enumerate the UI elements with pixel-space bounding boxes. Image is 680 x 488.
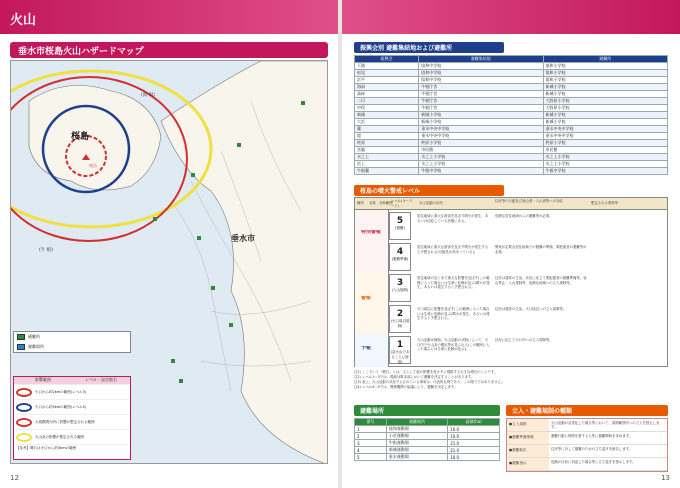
rule-value: 住民等に対して避難のための立ち退きを勧告します。 [551, 447, 633, 451]
table-cell: 協和小学校 [543, 63, 667, 70]
level-number: 1 [396, 340, 404, 350]
t2-title-bar [354, 405, 500, 416]
table-cell: 浜上 [355, 161, 419, 168]
table-cell: 垂水中央中学校 [543, 133, 667, 140]
level-keyword: (活火山であることに留意) [390, 350, 410, 364]
hazard-note: 【参考】噴石は火口から約4kmの範囲 [16, 446, 77, 450]
right-band [342, 0, 680, 34]
table-row [355, 126, 668, 133]
section-band [0, 0, 338, 34]
level-title: 桜島の噴火警戒レベル [360, 188, 421, 195]
table-cell: 大野原小学校 [543, 105, 667, 112]
lvl-head: 対象範囲 [379, 201, 393, 205]
table-cell: 高峠 [355, 91, 419, 98]
table-row [355, 119, 668, 126]
rule-key: ●立入規制 [507, 419, 549, 431]
rule-row [507, 432, 667, 445]
ring-icon [16, 388, 32, 397]
table-cell: 市民館 [543, 147, 667, 154]
table-cell: 牛根中学校 [419, 168, 543, 175]
table-cell: 牛根庁舎 [419, 98, 543, 105]
level-box [389, 336, 411, 364]
table-cell: 5 [355, 454, 387, 461]
level-number: 5 [396, 216, 404, 226]
rules-box [506, 418, 668, 472]
map-title: 垂水市桜島火山ハザードマップ [18, 47, 144, 57]
legend-row [14, 332, 130, 342]
table-row [355, 105, 668, 112]
note: 注3) 表上、火山活動の状況で示されている事象は、代表的な例であり、この限りではありません。 [354, 380, 505, 384]
lvl-head: 名称 [369, 201, 376, 205]
rule-key: ●避難準備情報 [507, 432, 549, 444]
shelter-icon [17, 334, 25, 340]
note: 注2) レベル1～3では、現地対策本部において避難を決定することがあります。 [354, 375, 475, 379]
table-cell: 浜平 [355, 77, 419, 84]
band-warning [355, 272, 389, 334]
t1-title: 振興会別 避難集結地および避難所 [360, 45, 453, 52]
rules-title: 立入・避難規制の種類 [512, 408, 573, 415]
table-cell: 水之上小学校 [543, 154, 667, 161]
hazard-row [14, 429, 130, 444]
ring-icon [16, 418, 32, 427]
table-cell: 協和運動場 [386, 426, 447, 433]
table-cell: 協和中学校 [419, 70, 543, 77]
hazard-head: レベル・設定地名 [85, 377, 117, 382]
level-number: 4 [396, 247, 404, 257]
level-box [389, 212, 411, 240]
table-cell: 21.0 [448, 447, 500, 454]
table-cell: 宮脇 [355, 147, 419, 154]
table-row [355, 112, 668, 119]
table-cell: 下園 [355, 63, 419, 70]
table-cell: 1 [355, 426, 387, 433]
table-cell: 10.0 [448, 426, 500, 433]
table-cell: 新城小学校 [543, 91, 667, 98]
table-cell: 新城小学校 [543, 119, 667, 126]
sakurajima-label: 桜島 [71, 132, 90, 142]
table-row [355, 440, 500, 447]
table-cell: 協和中学校 [419, 63, 543, 70]
table-cell: 市民館 [419, 147, 543, 154]
table-cell: 大浜 [355, 119, 419, 126]
t2-head: 避難場所 [386, 419, 447, 426]
level-action: 警戒が必要な居住地域での避難の準備、要配慮者の避難等が必要。 [495, 245, 587, 254]
legend-label: 避難所 [28, 334, 40, 339]
table-cell: 牛根中学校 [543, 168, 667, 175]
t1-head: 避難集結地 [419, 56, 543, 63]
table-cell: 新城小学校 [543, 112, 667, 119]
rules-title-bar [506, 405, 668, 416]
hazard-text: 火山灰の影響が想定される範囲 [35, 434, 84, 439]
table-row [355, 98, 668, 105]
table-cell: 海潟 [355, 84, 419, 91]
level-box [389, 274, 411, 302]
legend-row [14, 342, 130, 352]
rule-key: ●避難指示 [507, 458, 549, 470]
table-cell: 協和小学校 [543, 77, 667, 84]
note: 注4) レベル4～5では、関係機関の協議により、避難を決定します。 [354, 385, 458, 389]
table-cell: 協和小学校 [543, 70, 667, 77]
table-cell: 牛根庁舎 [419, 105, 543, 112]
level-box [389, 305, 411, 333]
t1-head: 振興会 [355, 56, 419, 63]
right-page [342, 0, 680, 488]
table-row [355, 447, 500, 454]
table-cell: 柊原小学校 [419, 140, 543, 147]
table-cell: 大野原小学校 [543, 98, 667, 105]
hazard-text: 火口から約4kmの範囲(レベル4) [35, 404, 87, 409]
ring-icon [16, 403, 32, 412]
notes [354, 370, 668, 390]
t1-title-bar [354, 42, 504, 53]
lvl-head: 住民等の行動及び登山者・入山者等への対応 [495, 199, 563, 203]
left-page [0, 0, 338, 488]
level-title-bar [354, 185, 504, 196]
level-keyword: (避難) [395, 226, 405, 230]
table-row [355, 77, 668, 84]
level-box [389, 243, 411, 271]
table-cell: 牛根庁舎 [419, 84, 543, 91]
table-cell: 新城小学校 [419, 112, 543, 119]
table-cell: 新城小学校 [543, 84, 667, 91]
rule-value: 火山活動が活発化した場合等において、規制範囲内への立入を禁止します。 [551, 421, 660, 430]
table-cell: 10.0 [448, 433, 500, 440]
table-cell: 水之上小学校 [419, 161, 543, 168]
table-cell: 3 [355, 440, 387, 447]
hazard-row [14, 414, 130, 429]
t2-title: 避難場所 [360, 408, 385, 415]
table-cell: 牛根麓 [355, 168, 419, 175]
table-row [355, 454, 500, 461]
kind-label: 予報 [361, 346, 372, 351]
table-row [355, 63, 668, 70]
table-cell: 麓 [355, 126, 419, 133]
rule-key: ●避難勧告 [507, 445, 549, 457]
table-row [355, 84, 668, 91]
hazard-text: 大規模噴火時に影響が想定される範囲 [35, 419, 95, 424]
level-keyword: (火口周辺規制) [390, 319, 410, 328]
table-row [355, 433, 500, 440]
table-cell: 新城 [355, 112, 419, 119]
table-cell: 柊原 [355, 140, 419, 147]
band-special [355, 210, 389, 272]
uchinoura-label: (牛 根) [39, 248, 53, 253]
level-header [355, 198, 667, 210]
table-row [355, 161, 668, 168]
level-keyword: (入山規制) [391, 288, 409, 292]
level-action: 危険な居住地域からの避難等が必要。 [495, 214, 553, 218]
map-legend [13, 331, 131, 353]
level-action: 住民は通常の生活。火口周辺への立入規制等。 [495, 307, 567, 311]
shelter-table [354, 55, 668, 175]
crater-label: 南岳 [89, 163, 97, 168]
map-title-bar [10, 42, 328, 58]
table-cell: 境 [355, 133, 419, 140]
table-cell: 牛根庁舎 [419, 91, 543, 98]
hazard-row [14, 399, 130, 414]
hazard-note-row [14, 444, 130, 452]
legend-label: 避難場所 [28, 344, 44, 349]
hazard-legend [13, 376, 131, 460]
table-cell: 垂水中央中学校 [543, 126, 667, 133]
table-cell: 新城運動場 [386, 447, 447, 454]
kind-label: 警報 [361, 296, 372, 301]
table-cell: 牛根運動場 [386, 440, 447, 447]
table-row [355, 70, 668, 77]
level-keyword: (避難準備) [391, 257, 409, 261]
table-cell: 協和中学校 [419, 77, 543, 84]
rule-row [507, 445, 667, 458]
table-cell: 柊原小学校 [543, 140, 667, 147]
hazard-text: 火口から約2kmの範囲(レベル3) [35, 389, 87, 394]
evacuation-site-icon [17, 344, 25, 350]
level-action: 状況に応じて火口内への立入規制等。 [495, 338, 553, 342]
t2-head: 番号 [355, 419, 387, 426]
level-status: 居住地域の近くまで重大な影響を及ぼす(この範囲に入った場合には生命に危険が及ぶ)噴火が発生、あるいは発生すると予想される。 [417, 276, 490, 290]
table-row [355, 133, 668, 140]
table-cell: 小浜運動場 [386, 433, 447, 440]
level-action: 住民は通常の生活。状況に応じて要配慮者の避難準備等。登山禁止・入山規制等、危険な地域への立入規制等。 [495, 276, 587, 285]
table-row [355, 426, 500, 433]
table-cell: 二川 [355, 98, 419, 105]
lvl-head: 想定される現象等 [591, 201, 619, 205]
table-row [355, 147, 668, 154]
table-cell: 10.0 [448, 454, 500, 461]
table-cell: 水之上小学校 [419, 154, 543, 161]
lvl-head: 火山活動の状況 [419, 201, 443, 205]
level-number: 3 [396, 278, 404, 288]
level-status: 火口周辺に影響を及ぼす(この範囲に入った場合には生命に危険が及ぶ)噴火が発生、あるいは発生すると予想される。 [417, 307, 490, 321]
table-row [355, 168, 668, 175]
level-status: 居住地域に重大な被害を及ぼす噴火が発生すると予想される(可能性が高まっている)。 [417, 245, 489, 254]
rule-value: 避難行動に時間を要する人等に避難開始を求めます。 [551, 434, 633, 438]
kaigata-label: (海 潟) [141, 93, 155, 98]
table-row [355, 91, 668, 98]
page-number-right: 13 [661, 474, 670, 482]
table-cell: 松尾 [355, 70, 419, 77]
level-status: 居住地域に重大な被害を及ぼす噴火が発生、あるいは切迫している状態にある。 [417, 214, 489, 223]
table-cell: 21.0 [448, 440, 500, 447]
t1-head: 避難所 [543, 56, 667, 63]
table-cell: 中俣 [355, 105, 419, 112]
table-cell: 水之上小学校 [543, 161, 667, 168]
table-cell: 垂水中央中学校 [419, 133, 543, 140]
level-status: 火山活動は静穏。火山活動の状態によって、火口内で火山灰の噴出等が見られる(この範囲に入った場合には生命に危険が及ぶ)。 [417, 338, 490, 352]
page-number-left: 12 [10, 474, 19, 482]
hazard-map[interactable] [10, 60, 328, 464]
table-row [355, 140, 668, 147]
table-cell: 2 [355, 433, 387, 440]
note: 注1) ここでいう「噴石」とは、主として風の影響を受けずに飛散する大きな噴石のことです。 [354, 370, 498, 374]
table-cell: 4 [355, 447, 387, 454]
hazard-head: 影響範囲 [35, 377, 51, 382]
ring-icon [16, 433, 32, 442]
hazard-row [14, 384, 130, 399]
level-number: 2 [396, 309, 404, 319]
table-cell: 水之上 [355, 154, 419, 161]
t2-head: 面積(ha) [448, 419, 500, 426]
lvl-head: レベル(キーワード) [391, 199, 413, 208]
table-row [355, 154, 668, 161]
alert-level-table [354, 197, 668, 367]
rule-value: 危険が目前に切迫した場合等に立ち退きを指示します。 [551, 460, 636, 464]
tarumizu-label: 垂水市 [231, 234, 255, 243]
table-cell: 垂水運動場 [386, 454, 447, 461]
table-cell: 新城小学校 [419, 119, 543, 126]
lvl-head: 種別 [357, 201, 364, 205]
rule-row [507, 419, 667, 432]
band-forecast [355, 334, 389, 367]
table-cell: 垂水中央中学校 [419, 126, 543, 133]
evacuation-site-table [354, 418, 500, 461]
rule-row [507, 458, 667, 471]
kind-label: 特別警報 [361, 230, 382, 235]
section-title: 火山 [10, 13, 37, 28]
